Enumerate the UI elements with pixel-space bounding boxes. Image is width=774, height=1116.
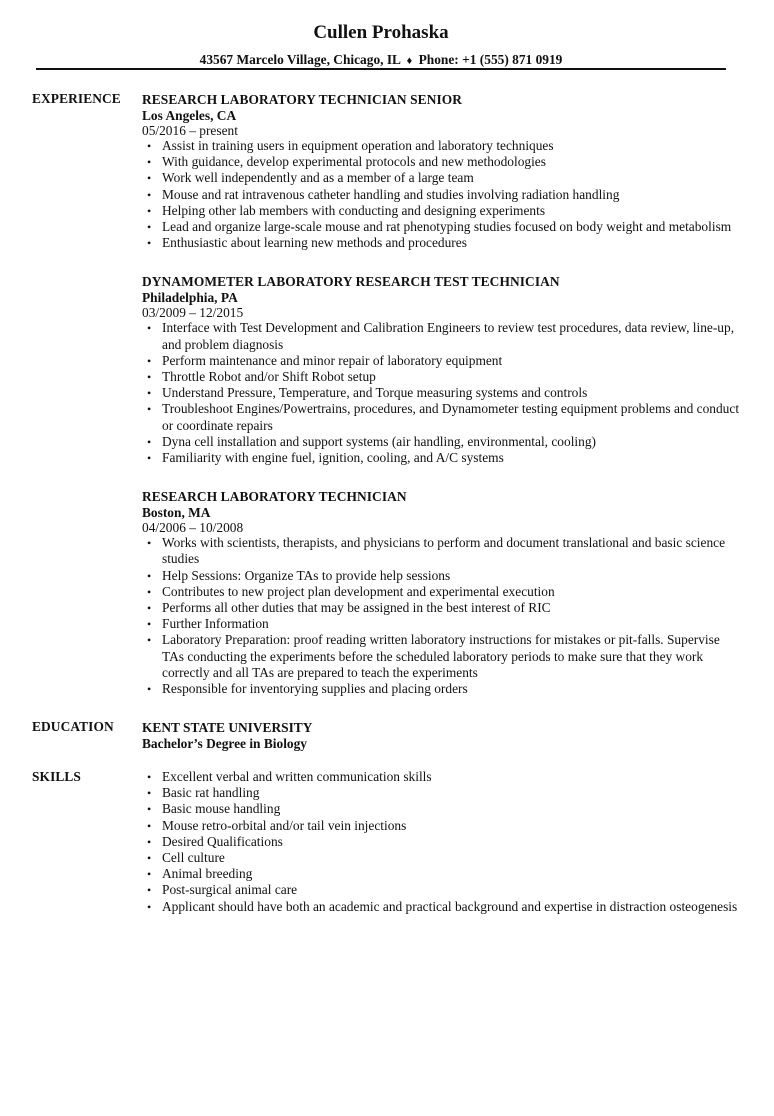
- address: 43567 Marcelo Village, Chicago, IL: [199, 52, 401, 67]
- skill-item: • Post-surgical animal care: [142, 882, 742, 898]
- education-body: [142, 719, 742, 752]
- bullet-item: • Laboratory Preparation: proof reading written laboratory instructions for mistakes or pit-falls. Supervise TAs conducting the experiments before the scheduled laboratory periods to make sure that they work correctly and all TAs are prepared to teach the experiments: [142, 632, 742, 681]
- skill-item: • Excellent verbal and written communication skills: [142, 769, 742, 785]
- bullet-item: • Help Sessions: Organize TAs to provide help sessions: [142, 568, 742, 584]
- job-title: RESEARCH LABORATORY TECHNICIAN: [142, 489, 407, 505]
- job-title: DYNAMOMETER LABORATORY RESEARCH TEST TECHNICIAN: [142, 274, 560, 290]
- bullet-item: • Familiarity with engine fuel, ignition, cooling, and A/C systems: [142, 450, 742, 466]
- bullet-item: • Lead and organize large-scale mouse and rat phenotyping studies focused on body weight and metabolism: [142, 219, 742, 235]
- bullet-item: • Dyna cell installation and support systems (air handling, environmental, cooling): [142, 434, 742, 450]
- bullet-item: • Enthusiastic about learning new methods and procedures: [142, 235, 742, 251]
- phone: Phone: +1 (555) 871 0919: [418, 52, 563, 67]
- skill-item: • Desired Qualifications: [142, 834, 742, 850]
- skill-item: • Mouse retro-orbital and/or tail vein injections: [142, 818, 742, 834]
- section-label-skills: SKILLS: [32, 769, 81, 784]
- job-title: RESEARCH LABORATORY TECHNICIAN SENIOR: [142, 92, 463, 107]
- bullet-item: • Interface with Test Development and Calibration Engineers to review test procedures, data review, line-up, and problem diagnosis: [142, 320, 742, 352]
- bullet-item: • Helping other lab members with conducting and designing experiments: [142, 203, 742, 219]
- candidate-name: Cullen Prohaska: [313, 22, 449, 43]
- bullet-item: • Understand Pressure, Temperature, and Torque measuring systems and controls: [142, 385, 742, 401]
- bullet-item: • Troubleshoot Engines/Powertrains, procedures, and Dynamometer testing equipment problems and conduct or coordinate repairs: [142, 401, 742, 433]
- job-bullets: [142, 138, 742, 251]
- job-location: Boston, MA: [142, 505, 211, 521]
- diamond-separator-icon: ♦: [406, 55, 413, 67]
- bullet-item: • Work well independently and as a member of a large team: [142, 170, 742, 186]
- degree: Bachelor’s Degree in Biology: [142, 736, 307, 751]
- contact-line: [36, 52, 726, 69]
- experience-body: [142, 91, 742, 719]
- job-dates: 05/2016 – present: [142, 123, 238, 138]
- header-divider: [36, 68, 726, 70]
- bullet-item: • Assist in training users in equipment operation and laboratory techniques: [142, 138, 742, 154]
- bullet-item: • Contributes to new project plan development and experimental execution: [142, 584, 742, 600]
- skill-item: • Basic mouse handling: [142, 801, 742, 817]
- job-entry: [142, 273, 742, 466]
- section-label-education: EDUCATION: [32, 719, 114, 734]
- bullet-item: • Further Information: [142, 616, 742, 632]
- skills-list: [142, 769, 742, 915]
- bullet-item: • Works with scientists, therapists, and physicians to perform and document translational and basic science studies: [142, 535, 742, 567]
- resume-header: [36, 22, 726, 69]
- skill-item: • Applicant should have both an academic and practical background and expertise in distraction osteogenesis: [142, 899, 742, 915]
- bullet-item: • Mouse and rat intravenous catheter handling and studies involving radiation handling: [142, 187, 742, 203]
- job-dates: 04/2006 – 10/2008: [142, 520, 244, 536]
- school-name: KENT STATE UNIVERSITY: [142, 720, 313, 735]
- skills-body: [142, 769, 742, 915]
- job-entry: [142, 488, 742, 697]
- job-dates: 03/2009 – 12/2015: [142, 305, 244, 321]
- job-bullets: [142, 320, 742, 466]
- skill-item: • Basic rat handling: [142, 785, 742, 801]
- skill-item: • Animal breeding: [142, 866, 742, 882]
- job-entry: [142, 91, 742, 251]
- job-location: Philadelphia, PA: [142, 290, 238, 306]
- bullet-item: • Throttle Robot and/or Shift Robot setup: [142, 369, 742, 385]
- bullet-item: • Performs all other duties that may be assigned in the best interest of RIC: [142, 600, 742, 616]
- bullet-item: • Perform maintenance and minor repair of laboratory equipment: [142, 353, 742, 369]
- bullet-item: • Responsible for inventorying supplies and placing orders: [142, 681, 742, 697]
- job-bullets: [142, 535, 742, 697]
- job-location: Los Angeles, CA: [142, 108, 237, 123]
- section-label-experience: EXPERIENCE: [32, 91, 121, 106]
- skill-item: • Cell culture: [142, 850, 742, 866]
- bullet-item: • With guidance, develop experimental protocols and new methodologies: [142, 154, 742, 170]
